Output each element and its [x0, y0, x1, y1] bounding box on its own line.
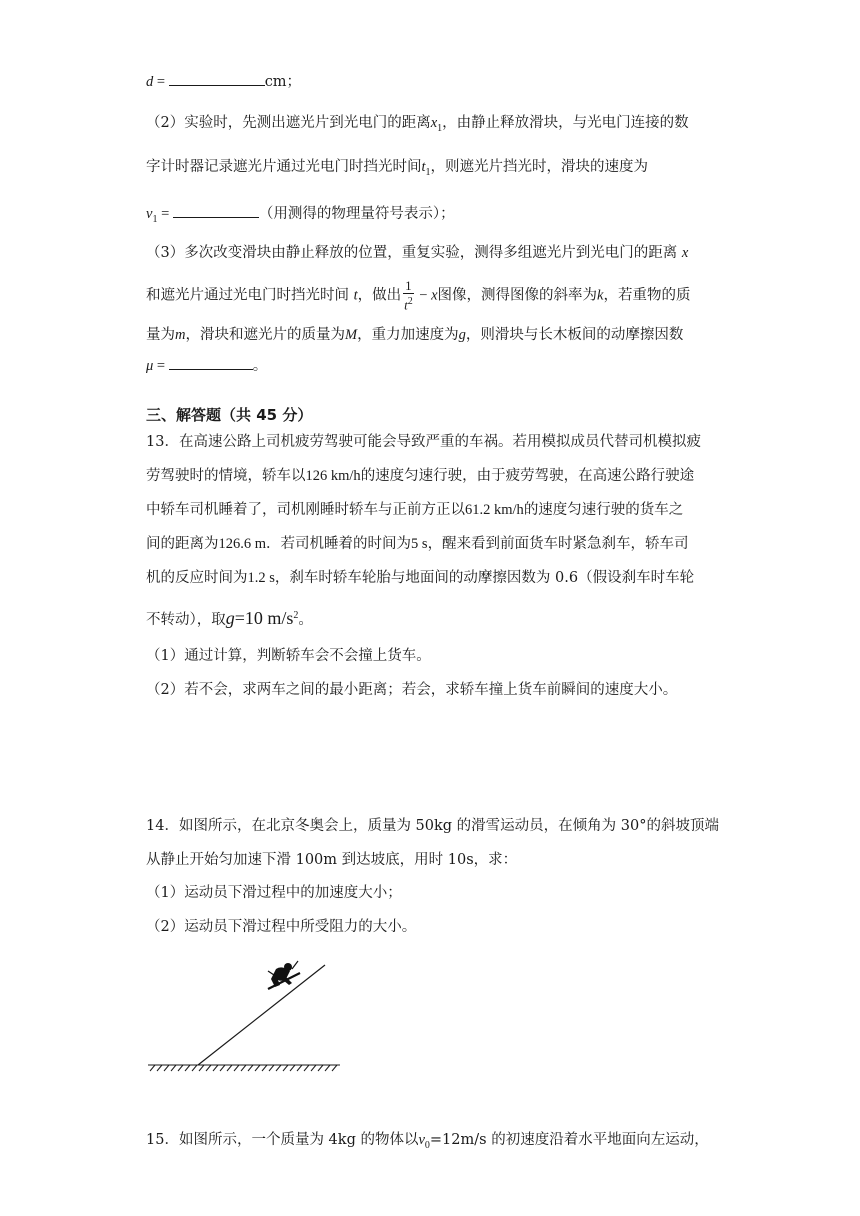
slope-line	[198, 965, 325, 1065]
q13-line3: 中轿车司机睡着了，司机刚睡时轿车与正前方正以61.2 km/h的速度匀速行驶的货车之	[146, 502, 684, 518]
q14-subquestion-1: （1）运动员下滑过程中的加速度大小；	[146, 885, 402, 901]
q13-line4: 间的距离为126.6 m．若司机睡着的时间为5 s，醒来看到前面货车时紧急刹车，轿车司	[146, 536, 689, 552]
q12-part3-line1: （3）多次改变滑块由静止释放的位置，重复实验，测得多组遮光片到光电门的距离 x	[146, 245, 689, 261]
q13-line5: 机的反应时间为1.2 s，刹车时轿车轮胎与地面间的动摩擦因数为 0.6（假设刹车时车轮	[146, 570, 695, 586]
one-over-t-squared-fraction: $\frac{1}{t^2}$	[404, 278, 413, 313]
q13-subquestion-2: （2）若不会，求两车之间的最小距离；若会，求轿车撞上货车前瞬间的速度大小。	[146, 682, 678, 698]
q14-line2: 从静止开始匀加速下滑 100m 到达坡底，用时 10s，求：	[146, 852, 518, 868]
ground-hatching	[148, 1065, 340, 1071]
v1-answer-blank[interactable]	[173, 203, 259, 218]
q15-line1: 15．如图所示，一个质量为 4kg 的物体以$v_0=12m/s$ 的初速度沿着水平地面向左运动，	[146, 1132, 709, 1151]
q14-line1: 14．如图所示，在北京冬奥会上，质量为 50kg 的滑雪运动员，在倾角为 30°的斜坡顶端	[146, 818, 719, 834]
q12-part3-line2: 和遮光片通过光电门时挡光时间 t，做出 $\frac{1}{t^2}$ − x图像，测得图像的斜率为k，若重物的质	[146, 278, 691, 313]
q12-part2-line2: 字计时器记录遮光片通过光电门时挡光时间$t_1$，则遮光片挡光时，滑块的速度为	[146, 159, 649, 178]
d-answer-line: d = cm；	[146, 71, 301, 92]
skier-slope-figure	[140, 955, 355, 1075]
section-heading: 三、解答题（共 45 分）	[146, 406, 313, 424]
skier-icon	[268, 961, 300, 989]
q14-subquestion-2: （2）运动员下滑过程中所受阻力的大小。	[146, 919, 417, 935]
q13-subquestion-1: （1）通过计算，判断轿车会不会撞上货车。	[146, 648, 431, 664]
mu-answer-line: μ = 。	[146, 355, 267, 376]
q12-part3-line3: 量为m，滑块和遮光片的质量为M，重力加速度为g，则滑块与长木板间的动摩擦因数	[146, 327, 684, 343]
q13-line6: 不转动），取g=10 $m/s^2$。	[146, 607, 313, 628]
mu-answer-blank[interactable]	[169, 355, 253, 370]
q13-line2: 劳驾驶时的情境，轿车以126 km/h的速度匀速行驶，由于疲劳驾驶，在高速公路行驶途	[146, 468, 695, 484]
d-answer-blank[interactable]	[169, 71, 265, 86]
q12-part2-line1: （2）实验时，先测出遮光片到光电门的距离$x_1$，由静止释放滑块，与光电门连接的数	[146, 115, 689, 134]
v1-answer-line: $v_1$ = （用测得的物理量符号表示）；	[146, 203, 455, 230]
q13-line1: 13．在高速公路上司机疲劳驾驶可能会导致严重的车祸。若用模拟成员代替司机模拟疲	[146, 434, 701, 450]
